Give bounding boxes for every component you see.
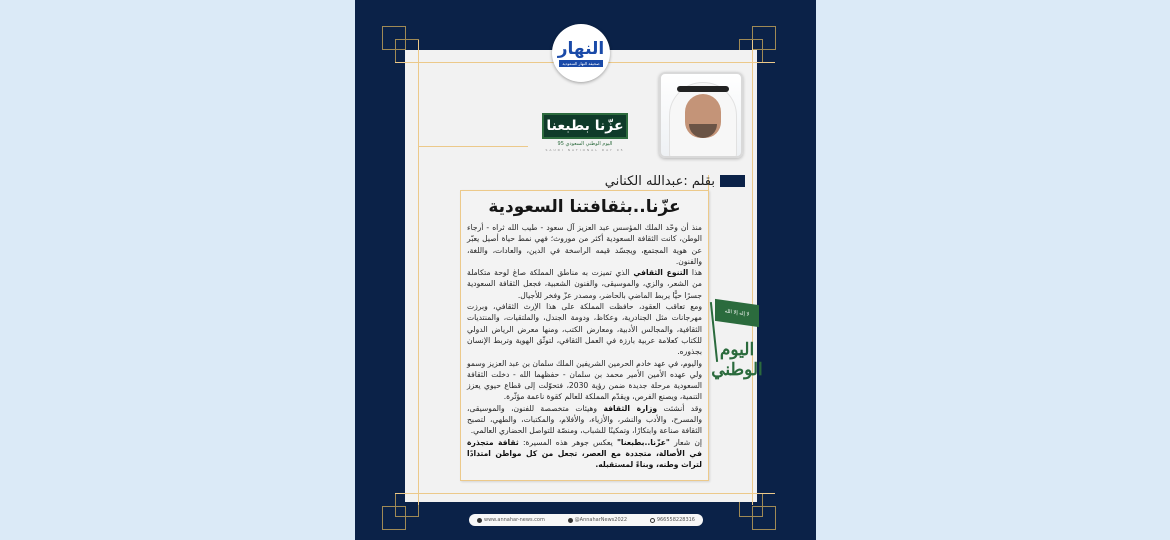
whatsapp-icon [650, 518, 655, 523]
author-photo [659, 72, 743, 158]
footer-website[interactable] [477, 517, 545, 523]
paragraph-text: الذي تميزت به مناطق المملكة صاغ لوحة متكاملة من الشعر، والزي، والموسيقى، والفنون الشعبية، فجعل الثقافة السعودية جسرًا حيًّا يربط الماضي بالحاضر، ومصدر عزّ وفخر للأجيال. [467, 268, 702, 300]
paragraph-text: منذ أن وحّد الملك المؤسس عبد العزيز آل سعود - طيب الله ثراه - أرجاء الوطن، كانت الثقافة السعودية أكثر من موروث؛ فهي نمط حياة أصيل يعبّر عن هوية المجتمع، ويجسّد قيمه الراسخة في الدين، والعادات، واللغة، والفنون. [467, 223, 702, 266]
website-text: www.annahar-news.com [484, 517, 545, 523]
paragraph-text: واليوم، في عهد خادم الحرمين الشريفين الملك سلمان بن عبد العزيز وسمو ولي عهده الأمين الأمير محمد بن سلمان - حفظهما الله - دخلت الثقافة السعودية مرحلة جديدة ضمن رؤية 2030، فتحوّلت إلى قطاع حيوي يعزز التنمية، ويصنع الفرص، ويقدّم المملكة للعالم كقوة ناعمة مؤثّرة. [467, 358, 703, 402]
emphasized-text: وزارة الثقافة [603, 403, 658, 413]
paragraph-text: يعكس جوهر هذه المسيرة: [518, 437, 617, 447]
emphasized-text: ثقافة متجذرة في الأصالة، متجددة مع العصر، تجعل من كل مواطن امتدادًا لتراث وطنه، وبناءً لمستقبله. [467, 437, 702, 470]
article-paragraph [467, 301, 702, 357]
globe-icon [477, 518, 482, 523]
logo-subtitle: صحيفة النهار السعودية [559, 60, 602, 67]
article-paragraph [467, 437, 702, 471]
footer-contact-bar [469, 514, 703, 526]
paragraph-text: هذا [688, 268, 702, 278]
poster [355, 0, 816, 540]
campaign-subtitle: اليوم الوطني السعودي 95 [557, 141, 613, 147]
national-day-campaign-badge [541, 113, 629, 158]
campaign-slogan: عزّنا بطبعنا [542, 113, 628, 139]
article-box [460, 190, 709, 481]
frame-line [418, 146, 528, 147]
x-social-icon [568, 518, 573, 523]
article-paragraph [467, 222, 702, 267]
campaign-english: SAUDI NATIONAL DAY 95 [545, 148, 625, 152]
frame-line [752, 40, 753, 505]
paragraph-text: وهيئات متخصصة للفنون، والموسيقى، والمسرح، والأدب والنشر، والأزياء، والأفلام، والمكتبات، والطهي، لتصبح الثقافة صناعة وابتكارًا، وتمكينًا للشباب، ومنصّة للتواصل الحضاري العالمي. [467, 403, 702, 436]
social-handle-text: @AnnaharNews2022 [574, 517, 628, 523]
emphasized-text: "عزّنا..بطبعنا" [616, 437, 670, 447]
author-byline: بقلم :عبدالله الكناني [604, 173, 715, 189]
article-body [467, 222, 702, 471]
footer-social[interactable] [568, 517, 627, 523]
article-paragraph [467, 267, 702, 301]
frame-line [395, 493, 775, 494]
frame-line [418, 40, 419, 505]
logo-wordmark: النهار [557, 38, 605, 59]
article-paragraph [467, 403, 702, 437]
byline-accent-bar [720, 175, 745, 187]
national-day-calligraphy: اليوم الوطني [711, 340, 763, 380]
emphasized-text: التنوع الثقافي [633, 268, 689, 278]
whatsapp-number-text: 966558228316 [656, 517, 695, 523]
paragraph-text: ومع تعاقب العقود، حافظت المملكة على هذا الإرث الثقافي، وبرزت مهرجانات مثل الجنادرية، وعكاظ، ودومة الجندل، والملتقيات، والمنتديات الثقافية، والمجالس الأدبية، ومعارض الكتب، ومنها معرض الرياض الدولي للكتاب كعلامة عربية بارزة في العمل الثقافي، لتوثّق الهوية وتربط الإنسان بجذوره. [467, 302, 702, 357]
annahar-logo [552, 24, 610, 82]
paragraph-text: إن شعار [669, 437, 703, 447]
article-title: عزّنا..بثقافتنا السعودية [488, 197, 681, 217]
saudi-flag-icon: لا إله إلا الله [715, 299, 759, 327]
footer-whatsapp[interactable] [650, 517, 695, 523]
author-byline-row [415, 172, 745, 190]
national-day-emblem [707, 300, 767, 380]
paragraph-text: وقد أنشئت [657, 403, 703, 413]
article-paragraph [467, 358, 702, 403]
